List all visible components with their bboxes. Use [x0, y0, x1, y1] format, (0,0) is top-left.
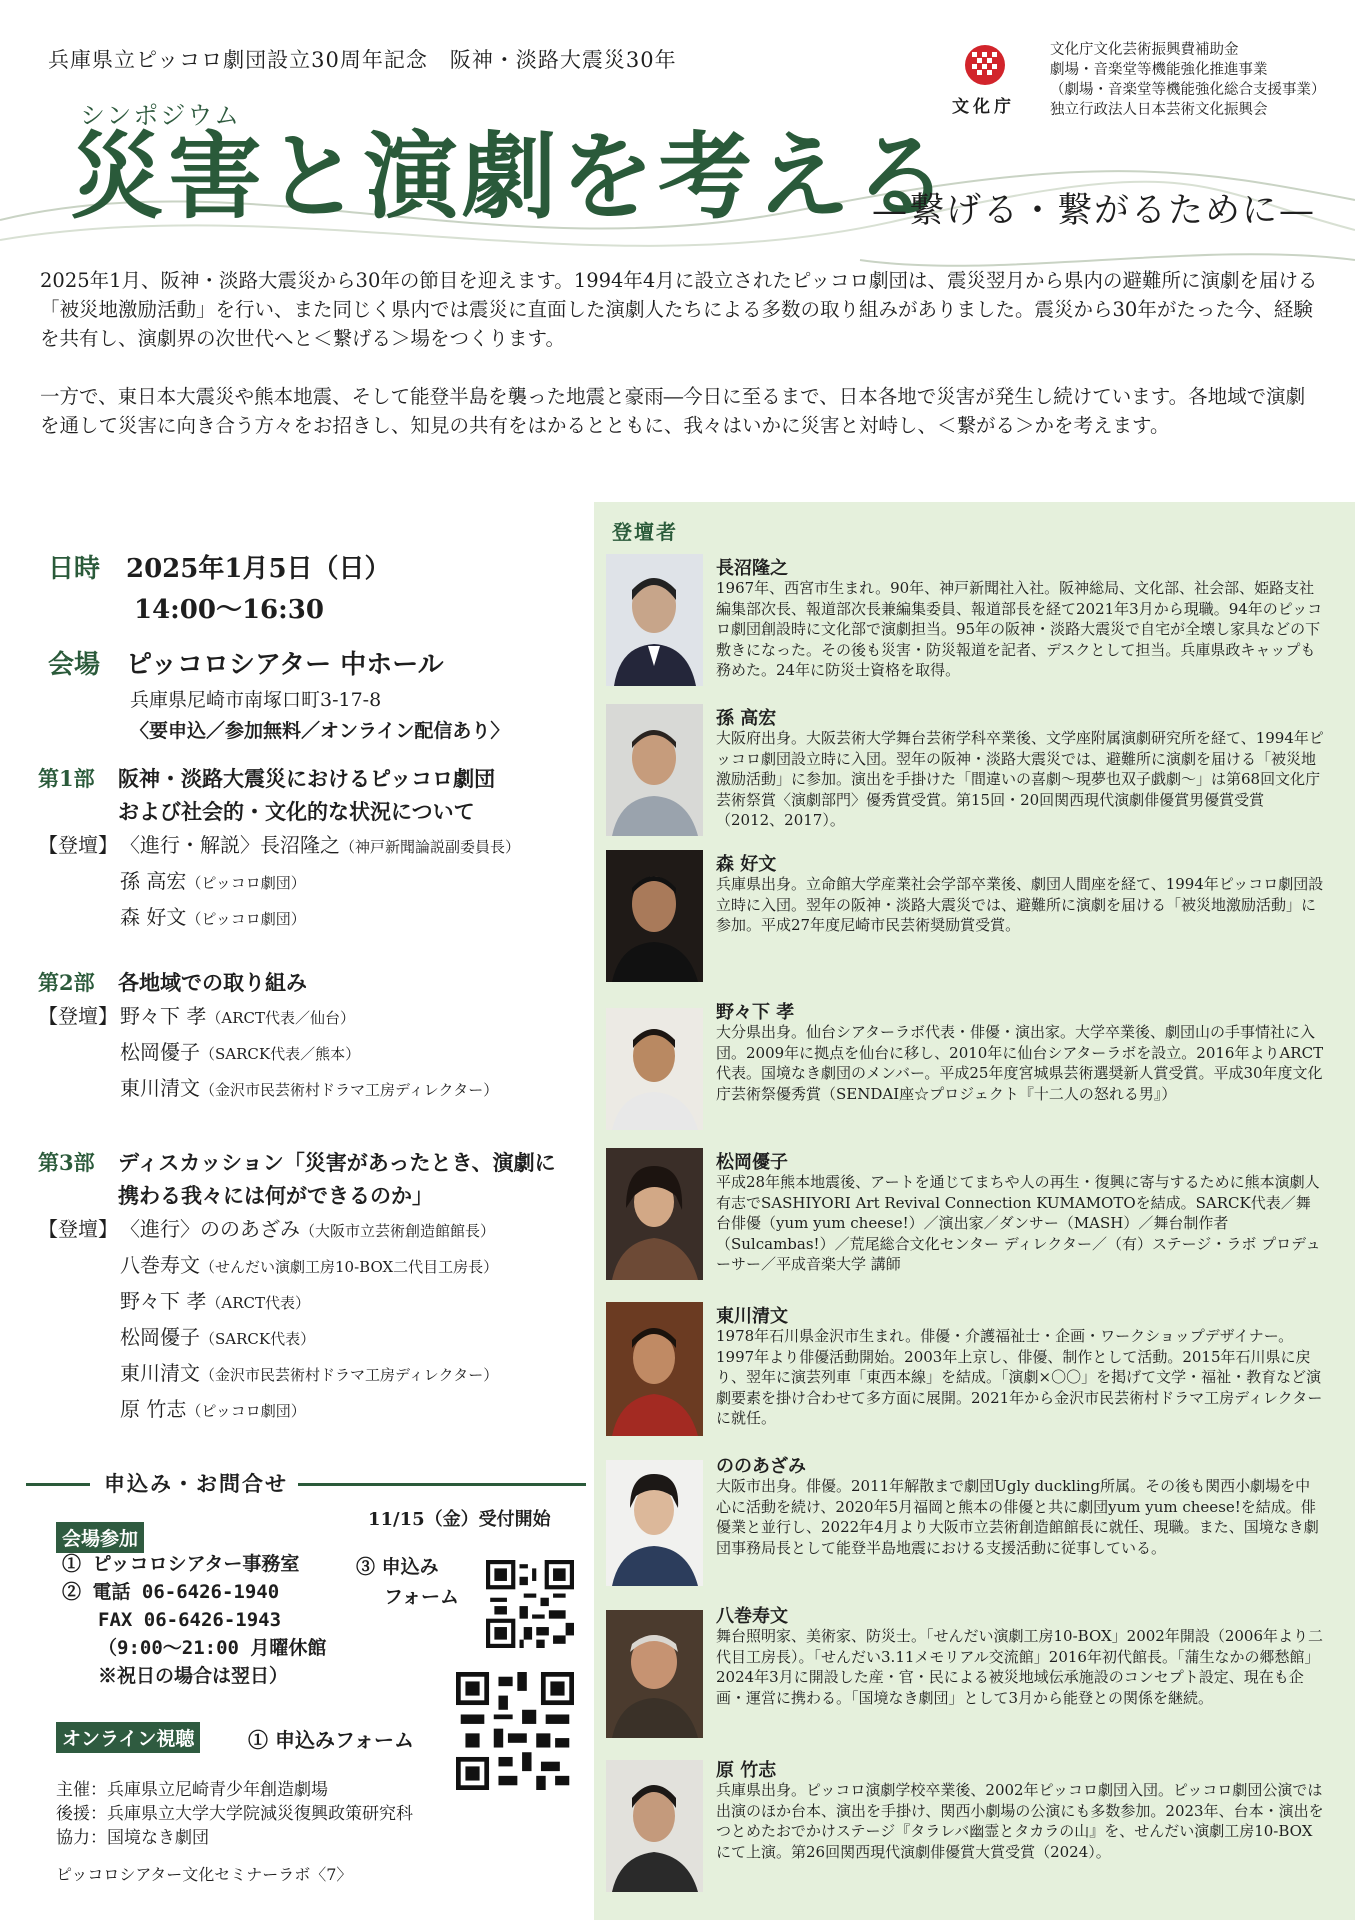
contact-fax: FAX 06-6426-1943: [98, 1609, 282, 1631]
intro-text: [40, 266, 1320, 469]
funding-line: 劇場・音楽堂等機能強化推進事業: [1050, 62, 1268, 78]
apply-start-date: 11/15（金）受付開始: [368, 1509, 551, 1530]
event-subtitle: シンポジウム: [80, 101, 242, 130]
speaker-bio: 大阪府出身。大阪芸術大学舞台芸術学科卒業後、文学座附属演劇研究所を経て、1994年ピッコロ劇団設立時に入団。翌年の阪神・淡路大震災では、避難所に演劇を届ける「被災地激励活動」に参加。演出を手掛けた「間違いの喜劇～現夢也双子戯劇～」は第68回文化庁芸術祭賞〈演劇部門〉優秀賞受賞。第15回・20回関西現代演劇俳優賞男優賞受賞（2012、2017）。: [716, 729, 1324, 829]
event-tagline: —繋げる・繋がるために—: [872, 191, 1317, 231]
organizer: 主催：兵庫県立尼崎青少年創造劇場: [56, 1780, 328, 1800]
part-title: および社会的・文化的な状況について: [118, 799, 475, 824]
speaker-bio: 平成28年熊本地震後、アートを通じてまちや人の再生・復興に寄与するために熊本演劇人有志でSASHIYORI Art Revival Connection KUMAMOTOを結成。SARCK代表／舞台俳優（yum yum cheese!）／演出家／ダンサー（MASH）／舞台制作者（Sulcambas!）／荒尾総合文化センター ディレクター／（有）ステージ・ラボ プロデューサー／平成音楽大学 講師: [716, 1173, 1321, 1273]
speaker-photo: [606, 850, 703, 982]
venue-note: 〈要申込／参加無料／オンライン配信あり〉: [130, 720, 510, 742]
speaker-photo: [606, 1148, 703, 1280]
program-part-1: [38, 762, 520, 936]
speaker-affiliation: （金沢市民芸術村ドラマ工房ディレクター）: [200, 1081, 499, 1099]
speaker-entry: 孫 高宏: [120, 869, 187, 893]
part-title: 阪神・淡路大震災におけるピッコロ劇団: [118, 766, 496, 791]
speaker-entry: 松岡優子: [120, 1040, 200, 1064]
divider: [26, 1483, 90, 1486]
venue-name: ピッコロシアター 中ホール: [126, 650, 444, 680]
speaker-photo: [606, 1610, 703, 1738]
speaker-entry: 野々下 孝: [120, 1289, 207, 1313]
speaker-entry: 〈進行〉ののあざみ: [120, 1217, 300, 1241]
event-title: 災害と演劇を考える: [70, 122, 953, 232]
speaker-affiliation: （大阪市立芸術創造館館長）: [300, 1222, 496, 1240]
funding-info: [1050, 40, 1326, 120]
role-label: 【登壇】: [38, 1004, 118, 1028]
funding-line: 独立行政法人日本芸術文化振興会: [1050, 102, 1268, 118]
divider: [298, 1483, 586, 1486]
speaker-affiliation: （ピッコロ劇団）: [186, 910, 306, 928]
speaker-photo: [606, 554, 703, 686]
venue-label: 会場: [48, 650, 101, 680]
speaker-entry: 原 竹志: [120, 1397, 187, 1421]
speaker-bio: 兵庫県出身。ピッコロ演劇学校卒業後、2002年ピッコロ劇団入団。ピッコロ劇団公演では出演のほか台本、演出を手掛け、関西小劇場の公演にも多数参加。2023年、台本・演出をつとめたおでかけステージ『タラレバ幽霊とタカラの山』を、せんだい演劇工房10-BOXにて上演。第26回関西現代演劇俳優賞大賞受賞（2024）。: [716, 1781, 1324, 1861]
part-title: ディスカッション「災害があったとき、演劇に: [118, 1150, 556, 1175]
speakers-title: 登壇者: [612, 520, 678, 544]
online-viewing-badge: オンライン視聴: [56, 1722, 200, 1753]
seminar-lab-label: ピッコロシアター文化セミナーラボ〈7〉: [56, 1865, 353, 1884]
role-label: 【登壇】: [38, 1217, 118, 1241]
speaker-name: 孫 高宏: [716, 708, 777, 729]
speaker-name: 森 好文: [716, 854, 777, 875]
agency-logo-icon: [950, 40, 1020, 90]
credits: [56, 1778, 413, 1850]
speaker-affiliation: （SARCK代表／熊本）: [200, 1045, 361, 1063]
speaker-bio: 大分県出身。仙台シアターラボ代表・俳優・演出家。大学卒業後、劇団山の手事情社に入団。2009年に拠点を仙台に移し、2010年に仙台シアターラボを設立。2016年よりARCT代表。国境なき劇団のメンバー。平成25年度宮城県芸術選奨新人賞受賞。平成30年度文化庁芸術祭優秀賞（SENDAI座☆プロジェクト『十二人の怒れる男』）: [716, 1023, 1324, 1103]
speaker-name: 野々下 孝: [716, 1002, 795, 1023]
venue-address: 兵庫県尼崎市南塚口町3-17-8: [130, 689, 382, 711]
speaker-affiliation: （せんだい演劇工房10-BOX二代目工房長）: [200, 1258, 499, 1276]
speaker-entry: 松岡優子: [120, 1325, 200, 1349]
speaker-entry: 八巻寿文: [120, 1253, 200, 1277]
intro-paragraph: 2025年1月、阪神・淡路大震災から30年の節目を迎えます。1994年4月に設立されたピッコロ劇団は、震災翌月から県内の避難所に演劇を届ける「被災地激励活動」を行い、また同じく県内では震災に直面した演劇人たちによる多数の取り組みがありました。震災から30年がたった今、経験を共有し、演劇界の次世代へと＜繋げる＞場をつくります。: [40, 269, 1318, 350]
speaker-name: 長沼隆之: [716, 558, 788, 579]
venue-contact: [62, 1550, 326, 1690]
apply-form-label: [356, 1552, 459, 1612]
speaker-affiliation: （ピッコロ劇団）: [186, 874, 306, 892]
speaker-photo: [606, 704, 703, 836]
speaker-name: 東川清文: [716, 1306, 788, 1327]
funding-line: 文化庁文化芸術振興費補助金: [1050, 42, 1239, 58]
speaker-name: 八巻寿文: [716, 1606, 788, 1627]
part-title: 携わる我々には何ができるのか」: [118, 1183, 433, 1208]
speaker-photo: [606, 1302, 703, 1436]
speaker-photo: [606, 1460, 703, 1586]
speaker-name: 松岡優子: [716, 1152, 788, 1173]
agency-logo-text: 文化庁: [952, 97, 1015, 117]
venue-qr-code-icon[interactable]: [486, 1560, 574, 1648]
cooperator: 協力：国境なき劇団: [56, 1828, 209, 1848]
apply-form-label-line: フォーム: [384, 1586, 460, 1608]
speaker-affiliation: （ARCT代表／仙台）: [206, 1009, 355, 1027]
speaker-bio: 兵庫県出身。立命館大学産業社会学部卒業後、劇団人間座を経て、1994年ピッコロ劇団設立時に入団。翌年の阪神・淡路大震災では、避難所に演劇を届ける「被災地激励活動」に参加。平成27年度尼崎市民芸術奨励賞受賞。: [716, 875, 1324, 934]
apply-title: 申込み・お問合せ: [104, 1471, 288, 1496]
speaker-entry: 野々下 孝: [120, 1004, 207, 1028]
speaker-photo: [606, 1008, 703, 1130]
intro-paragraph: 一方で、東日本大震災や熊本地震、そして能登半島を襲った地震と豪雨―今日に至るまで、日本各地で災害が発生し続けています。各地域で演劇を通して災害に向き合う方々をお招きし、知見の共有をはかるとともに、我々はいかに災害と対峙し、＜繋がる＞かを考えます。: [40, 385, 1306, 437]
part-number: 第3部: [38, 1150, 95, 1175]
event-date: 2025年1月5日（日）: [126, 554, 391, 584]
speaker-bio: 1967年、西宮市生まれ。90年、神戸新聞社入社。阪神総局、文化部、社会部、姫路支社編集部次長、報道部次長兼編集委員、報道部長を経て2021年3月から現職。94年のピッコロ劇団創設時に文化部で演劇担当。95年の阪神・淡路大震災で自宅が全壊し家具などの下敷きになった。その後も災害・防災報道を記者、デスクとして担当。兵庫県政キャップも務めた。24年に防災士資格を取得。: [716, 579, 1323, 679]
speaker-entry: 〈進行・解説〉長沼隆之: [120, 833, 340, 857]
speaker-affiliation: （ARCT代表）: [206, 1294, 310, 1312]
part-number: 第2部: [38, 970, 95, 995]
contact-hours: （9:00～21:00 月曜休館: [98, 1637, 327, 1659]
speaker-affiliation: （金沢市民芸術村ドラマ工房ディレクター）: [200, 1366, 499, 1384]
speaker-name: ののあざみ: [716, 1456, 806, 1477]
schedule-block: [48, 548, 509, 743]
supporter: 後援：兵庫県立大学大学院減災復興政策研究科: [56, 1804, 413, 1824]
speaker-entry: 森 好文: [120, 905, 187, 929]
part-number: 第1部: [38, 766, 95, 791]
program-part-2: [38, 966, 498, 1107]
event-header-line: 兵庫県立ピッコロ劇団設立30周年記念 阪神・淡路大震災30年: [48, 48, 677, 72]
online-form-label: ① 申込みフォーム: [248, 1728, 414, 1752]
apply-form-label-line: ③ 申込み: [356, 1556, 439, 1578]
part-title: 各地域での取り組み: [118, 970, 307, 995]
venue-participation-badge: 会場参加: [56, 1522, 144, 1553]
speaker-affiliation: （SARCK代表）: [200, 1330, 316, 1348]
speaker-entry: 東川清文: [120, 1076, 200, 1100]
contact-phone[interactable]: ② 電話 06-6426-1940: [62, 1581, 280, 1603]
speaker-affiliation: （ピッコロ劇団）: [186, 1402, 306, 1420]
speaker-bio: 1978年石川県金沢市生まれ。俳優・介護福祉士・企画・ワークショップデザイナー。1997年より俳優活動開始。2003年上京し、俳優、制作として活動。2015年石川県に戻り、翌年に演芸列車「東西本線」を結成。「演劇×〇〇」を掲げて文学・福祉・教育など演劇要素を掛け合わせて多方面に展開。2021年から金沢市民芸術村ドラマ工房ディレクターに就任。: [716, 1327, 1323, 1427]
contact-line: ① ピッコロシアター事務室: [62, 1553, 300, 1575]
contact-note: ※祝日の場合は翌日）: [98, 1665, 289, 1687]
speaker-bio: 大阪市出身。俳優。2011年解散まで劇団Ugly duckling所属。その後も関西小劇場を中心に活動を続け、2020年5月福岡と熊本の俳優と共に劇団yum yum cheese!を結成。俳優業と並行し、2022年4月より大阪市立芸術創造館館長に就任、現職。また、国境なき劇団事務局長として能登半島地震における支援活動に従事している。: [716, 1477, 1319, 1557]
speaker-photo: [606, 1760, 703, 1892]
role-label: 【登壇】: [38, 833, 118, 857]
speaker-entry: 東川清文: [120, 1361, 200, 1385]
speaker-bio: 舞台照明家、美術家、防災士。「せんだい演劇工房10-BOX」2002年開設（2006年より二代目工房長）。「せんだい3.11メモリアル交流館」2016年初代館長。「蒲生なかの郷愁館」2024年3月に開設した産・官・民による被災地域伝承施設のコンセプト設定、現在も企画・運営に携わる。「国境なき劇団」として3月から能登との関係を継続。: [716, 1627, 1324, 1707]
speaker-name: 原 竹志: [716, 1760, 777, 1781]
speakers-panel: [594, 502, 1355, 1920]
date-label: 日時: [48, 554, 101, 584]
speaker-affiliation: （神戸新聞論説副委員長）: [340, 838, 521, 856]
event-time: 14:00～16:30: [134, 595, 324, 625]
online-qr-code-icon[interactable]: [456, 1672, 574, 1790]
funding-line: （劇場・音楽堂等機能強化総合支援事業）: [1050, 82, 1326, 98]
program-part-3: [38, 1146, 556, 1428]
